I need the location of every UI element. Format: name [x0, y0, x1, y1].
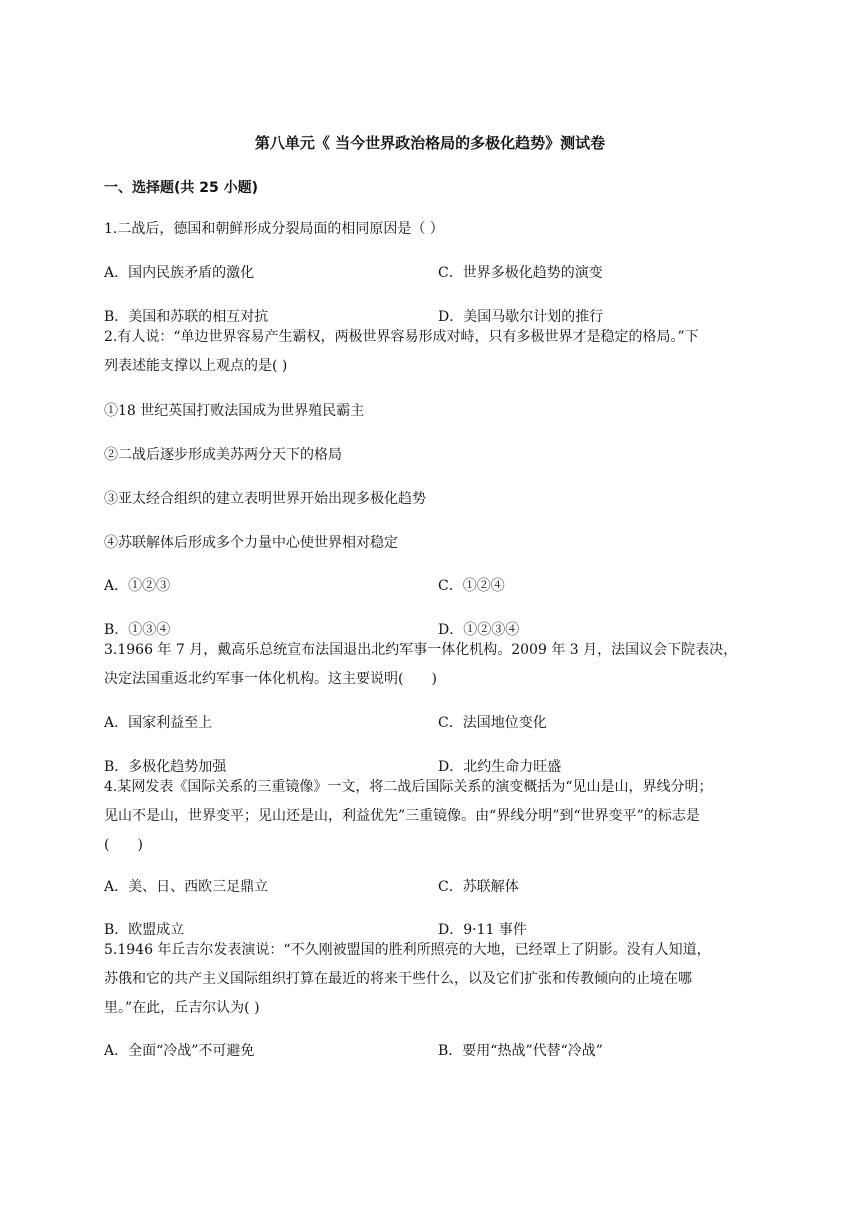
q4-option-c[interactable]: C．苏联解体 [438, 879, 519, 895]
question-3-stem-line1: 3.1966 年 7 月，戴高乐总统宣布法国退出北约军事一体化机构。2009 年 3 月，法国议会下院表决， [104, 642, 738, 658]
q2-option-d[interactable]: D．①②③④ [438, 622, 520, 638]
question-1-stem: 1.二战后，德国和朝鲜形成分裂局面的相同原因是（ ） [104, 221, 444, 237]
q2-item-1: ①18 世纪英国打败法国成为世界殖民霸主 [104, 403, 365, 419]
q2-option-a[interactable]: A．①②③ [104, 578, 171, 594]
q4-option-d[interactable]: D．9·11 事件 [438, 922, 527, 938]
q1-option-c[interactable]: C．世界多极化趋势的演变 [438, 265, 603, 281]
question-5-stem-line1: 5.1946 年丘吉尔发表演说：“不久刚被盟国的胜利所照亮的大地，已经罩上了阴影。没有人知道， [104, 942, 711, 958]
q2-item-4: ④苏联解体后形成多个力量中心使世界相对稳定 [104, 535, 398, 551]
q1-option-a[interactable]: A．国内民族矛盾的激化 [104, 265, 255, 281]
q5-option-a[interactable]: A．全面“冷战”不可避免 [104, 1043, 255, 1059]
question-4-stem-line1: 4.某网发表《国际关系的三重镜像》一文，将二战后国际关系的演变概括为“见山是山，界线分明； [104, 779, 713, 795]
question-5-stem-line2: 苏俄和它的共产主义国际组织打算在最近的将来干些什么，以及它们扩张和传教倾向的止境在哪 [104, 971, 692, 987]
section-heading: 一、选择题(共 25 小题) [104, 180, 259, 196]
question-4-stem-line3: ( ) [104, 837, 143, 853]
q1-option-d[interactable]: D．美国马歇尔计划的推行 [438, 309, 604, 325]
q2-item-2: ②二战后逐步形成美苏两分天下的格局 [104, 447, 342, 463]
question-2-stem-line1: 2.有人说：“单边世界容易产生霸权，两极世界容易形成对峙，只有多极世界才是稳定的格局。”下 [104, 329, 699, 345]
q1-option-b[interactable]: B．美国和苏联的相互对抗 [104, 309, 269, 325]
q3-option-a[interactable]: A．国家利益至上 [104, 715, 213, 731]
q2-option-b[interactable]: B．①③④ [104, 622, 171, 638]
q4-option-a[interactable]: A．美、日、西欧三足鼎立 [104, 879, 269, 895]
q5-option-b[interactable]: B．要用“热战”代替“冷战” [438, 1043, 603, 1059]
page-title: 第八单元《 当今世界政治格局的多极化趋势》测试卷 [254, 134, 606, 152]
q2-option-c[interactable]: C．①②④ [438, 578, 505, 594]
q3-option-b[interactable]: B．多极化趋势加强 [104, 759, 227, 775]
question-5-stem-line3: 里。”在此，丘吉尔认为( ) [104, 1000, 260, 1016]
q3-option-d[interactable]: D．北约生命力旺盛 [438, 759, 562, 775]
q4-option-b[interactable]: B．欧盟成立 [104, 922, 185, 938]
q3-option-c[interactable]: C．法国地位变化 [438, 715, 547, 731]
question-3-stem-line2: 决定法国重返北约军事一体化机构。这主要说明( ) [104, 671, 437, 687]
question-4-stem-line2: 见山不是山，世界变平；见山还是山，利益优先”三重镜像。由“界线分明”到“世界变平”的标志是 [104, 808, 700, 824]
q2-item-3: ③亚太经合组织的建立表明世界开始出现多极化趋势 [104, 491, 426, 507]
question-2-stem-line2: 列表述能支撑以上观点的是( ) [104, 358, 288, 374]
